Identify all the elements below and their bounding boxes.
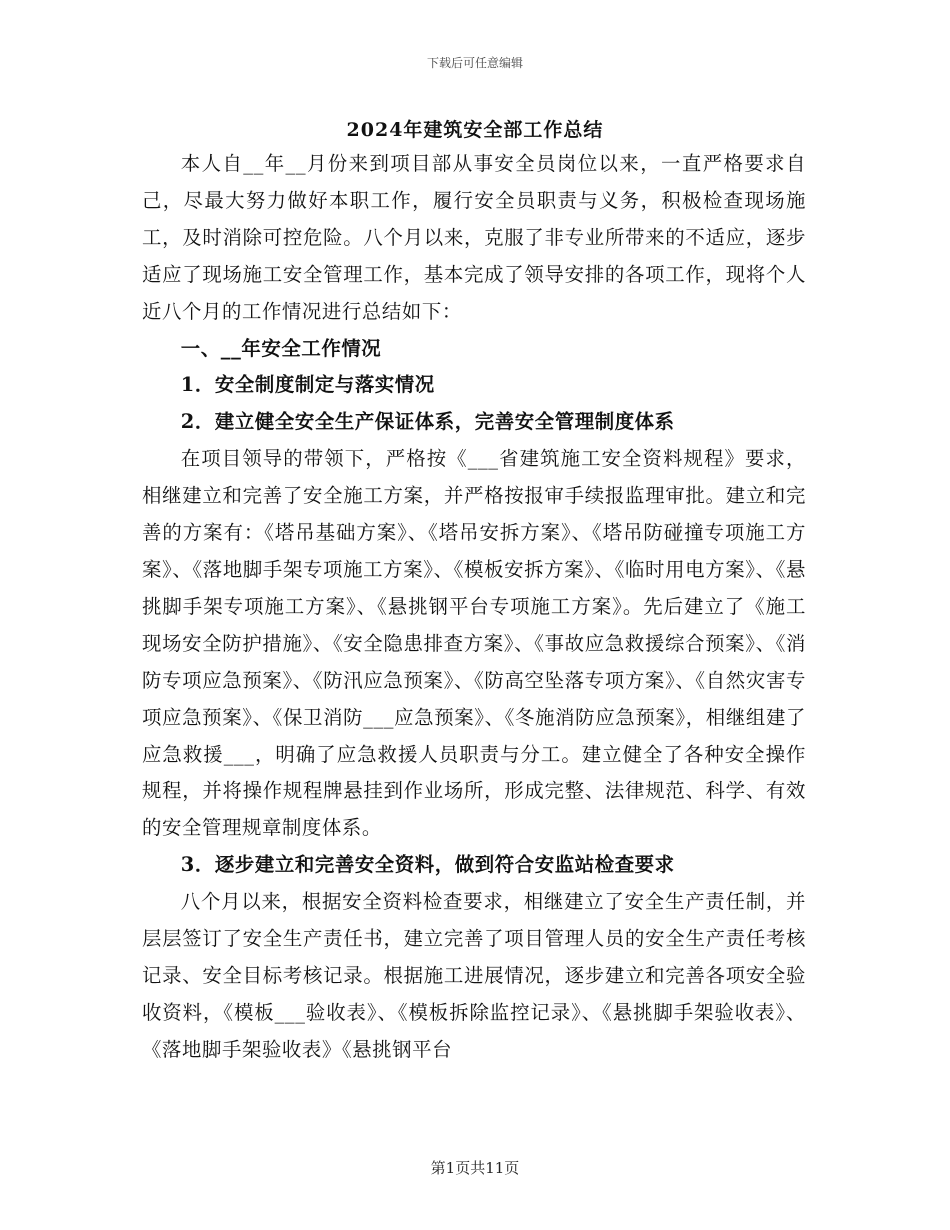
item-2-paragraph: 在项目领导的带领下，严格按《___省建筑施工安全资料规程》要求，相继建立和完善了安全施工方案，并严格按报审手续报监理审批。建立和完善的方案有：《塔吊基础方案》、《塔吊安拆方案》、《塔吊防碰撞专项施工方案》、《落地脚手架专项施工方案》、《模板安拆方案》、《临时用电方案》、《悬挑脚手架专项施工方案》、《悬挑钢平台专项施工方案》。先后建立了《施工现场安全防护措施》、《安全隐患排查方案》、《事故应急救援综合预案》、《消防专项应急预案》、《防汛应急预案》、《防高空坠落专项方案》、《自然灾害专项应急预案》、《保卫消防___应急预案》、《冬施消防应急预案》，相继组建了应急救援___，明确了应急救援人员职责与分工。建立健全了各种安全操作规程，并将操作规程牌悬挂到作业场所，形成完整、法律规范、科学、有效的安全管理规章制度体系。	[142, 447, 806, 840]
item-3-paragraph: 八个月以来，根据安全资料检查要求，相继建立了安全生产责任制，并层层签订了安全生产责任书，建立完善了项目管理人员的安全生产责任考核记录、安全目标考核记录。根据施工进展情况，逐步建立和完善各项安全验收资料，《模板___验收表》、《模板拆除监控记录》、《悬挑脚手架验收表》、《落地脚手架验收表》《悬挑钢平台	[142, 890, 806, 1061]
document-title: 2024年建筑安全部工作总结	[346, 119, 604, 141]
item-heading-1: 1．安全制度制定与落实情况	[180, 373, 435, 397]
document-body	[142, 146, 806, 1069]
item-heading-2: 2．建立健全安全生产保证体系，完善安全管理制度体系	[180, 410, 675, 434]
section-heading-1: 一、__年安全工作情况	[180, 336, 382, 360]
item-heading-3: 3．逐步建立和完善安全资料，做到符合安监站检查要求	[180, 853, 675, 877]
page-number: 第1页共11页	[430, 1159, 520, 1177]
intro-paragraph: 本人自__年__月份来到项目部从事安全员岗位以来，一直严格要求自己，尽最大努力做好本职工作，履行安全员职责与义务，积极检查现场施工，及时消除可控危险。八个月以来，克服了非专业所带来的不适应，逐步适应了现场施工安全管理工作，基本完成了领导安排的各项工作，现将个人近八个月的工作情况进行总结如下：	[142, 152, 806, 323]
page-header-note: 下载后可任意编辑	[426, 56, 523, 70]
